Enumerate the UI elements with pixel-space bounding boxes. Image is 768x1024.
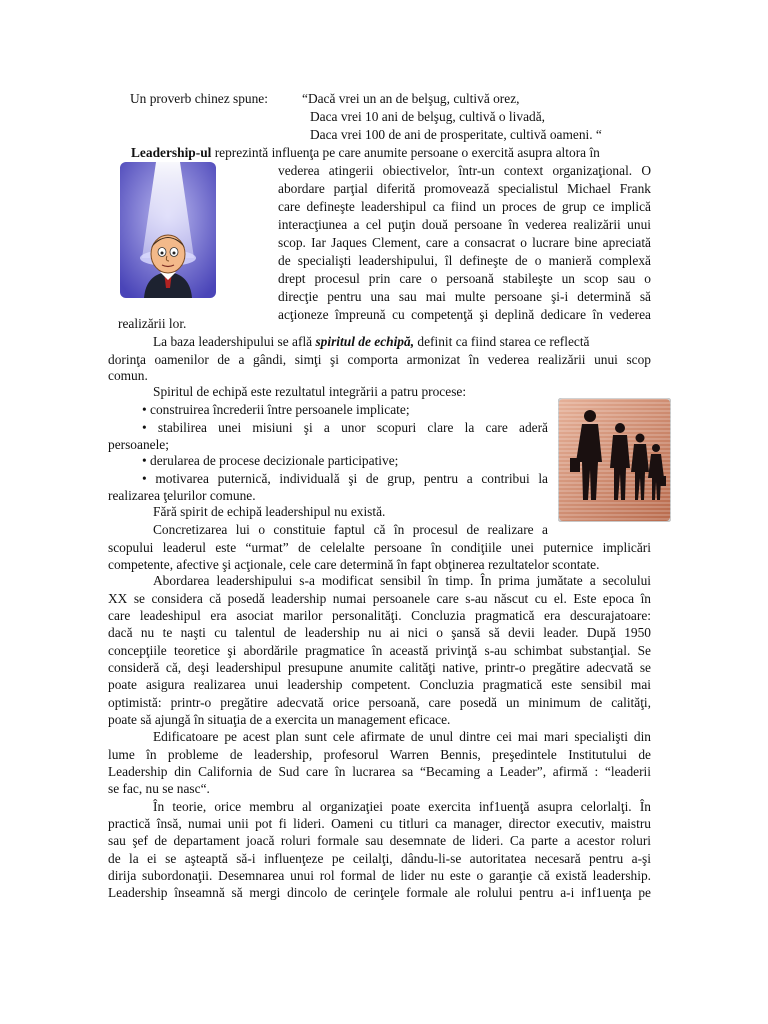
paragraph-1-line-9: direcţie pentru una sau mai multe persoane şi-i determină să — [278, 289, 651, 304]
paragraph-1-line-5: interacţiunea a cel puţin două persoane în vederea realizării unui — [278, 217, 651, 232]
business-team-silhouettes — [558, 398, 671, 522]
paragraph-1-line-8: drept procesul prin care o persoană stabileşte un scop sau o — [278, 271, 651, 286]
no-team-no-leadership: Fără spirit de echipă leadershipul nu există. — [153, 504, 386, 519]
bullet-4-line-2: realizarea ţelurilor comune. — [108, 488, 256, 503]
bullet-1: • construirea încrederii între persoanele implicate; — [142, 402, 410, 417]
paragraph-1-line-3: abordare parţial diferită promovează specialistul Michael Frank — [278, 181, 651, 196]
paragraph-1-line-10: acţioneze împreună cu competenţă şi deplină dedicare în vederea — [278, 307, 651, 322]
paragraph-4-line-3: competente, afective şi acţionale, cele care determină în fapt obţinerea rezultatelor scontate. — [108, 557, 600, 572]
paragraph-1-line-11: realizării lor. — [118, 316, 187, 331]
leadership-term: Leadership-ul — [131, 145, 212, 160]
team-spirit-term: spiritul de echipă, — [315, 334, 415, 349]
paragraph-2-line-3: comun. — [108, 368, 148, 383]
paragraph-7-line-1: În teorie, orice membru al organizaţiei poate exercita inf1uenţă asupra celorlalţi. În — [153, 799, 651, 814]
bullet-2-line-1: • stabilirea unei misiuni şi a unor scopuri clare la care aderă — [142, 420, 548, 435]
paragraph-2-line-1: La baza leadershipului se află spiritul de echipă, definit ca fiind starea ce reflectă — [153, 334, 590, 349]
paragraph-5-line-5: concepţiile teoretice şi abordările pragmatice în această privinţă s-au schimbat substanţial. Se — [108, 643, 651, 658]
proverb-intro: Un proverb chinez spune: — [130, 91, 268, 106]
paragraph-6-line-1: Edificatoare pe acest plan sunt cele afirmate de unul dintre cei mai mari specialişti din — [153, 729, 651, 744]
paragraph-5-line-2: XX se considera că posedă leadership numai persoanele care s-au născut cu el. Este epoca în — [108, 591, 651, 606]
paragraph-5-line-9: poate să ajungă în situaţia de a exercita un management eficace. — [108, 712, 451, 727]
proverb-line-3: Daca vrei 100 de ani de prosperitate, cultivă oameni. “ — [310, 127, 602, 142]
paragraph-4-line-1: Concretizarea lui o constituie faptul că în procesul de realizare a — [153, 522, 548, 537]
proverb-line-1: “Dacă vrei un an de belşug, cultivă orez, — [302, 91, 520, 106]
paragraph-7-line-2: practică însă, numai unii pot fi lideri. Oameni cu titluri ca manager, director executiv, maistru — [108, 816, 651, 831]
paragraph-6-line-2: lume în probleme de leadership, profesorul Warren Bennis, preşedintele Institutului de — [108, 747, 651, 762]
paragraph-7-line-3: sau şef de departament joacă roluri formale sau desemnate de lideri. Ca parte a acestor roluri — [108, 833, 651, 848]
spotlight-man-illustration — [120, 162, 216, 298]
paragraph-6-line-4: se fac, nu se nasc“. — [108, 781, 210, 796]
paragraph-1-line-1: Leadership-ul reprezintă influenţa pe care anumite persoane o exercită asupra altora în — [131, 145, 600, 160]
paragraph-1-line-7: de specialişti leadershipului, îl defineşte de o manieră complexă — [278, 253, 651, 268]
paragraph-5-line-4: dacă nu te naşti cu talentul de leadership nu ai nici o şansă să devii leader. După 1950 — [108, 625, 651, 640]
paragraph-7-line-4: de la ei se aşteaptă să-i influenţeze pe ceilalţi, dându-li-se autoritatea necesară pentru a-şi — [108, 851, 651, 866]
paragraph-5-line-1: Abordarea leadershipului s-a modificat sensibil în timp. În prima jumătate a secolului — [153, 573, 651, 588]
proverb-line-2: Daca vrei 10 ani de belşug, cultivă o livadă, — [310, 109, 545, 124]
paragraph-1-line-2: vederea atingerii obiectivelor, într-un context organizaţional. O — [278, 163, 651, 178]
bullet-3: • derularea de procese decizionale participative; — [142, 453, 399, 468]
paragraph-6-line-3: Leadership din California de Sud care în lucrarea sa “Becaming a Leader”, afirmă : “leaderii — [108, 764, 651, 779]
paragraph-5-line-7: poate asigura realizarea unui leadership competent. Concluzia pragmatică este sensibil mai — [108, 677, 651, 692]
bullet-2-line-2: persoanele; — [108, 437, 169, 452]
paragraph-1-line-6: scop. Iar Jaques Clement, care a consacrat o lucrare bine apreciată — [278, 235, 651, 250]
paragraph-3-intro: Spiritul de echipă este rezultatul integrării a patru procese: — [153, 384, 467, 399]
paragraph-4-line-2: scopului leaderul este “urmat” de celelalte persoane în condiţiile unei puternice implicări — [108, 540, 651, 555]
paragraph-2-line-2: dorinţa oamenilor de a gândi, simţi şi comporta armonizat în vederea realizării unui scop — [108, 352, 651, 367]
paragraph-7-line-6: Leadership înseamnă să mergi dincolo de cerinţele formale ale rolului pentru a-i inf1uenţa pe — [108, 885, 651, 900]
paragraph-5-line-8: optimistă: printr-o pregătire adecvată orice persoană, care posedă un minimum de calităţi, — [108, 695, 651, 710]
paragraph-1-line-4: care defineşte leadershipul ca fiind un proces de grup ce implică — [278, 199, 651, 214]
paragraph-7-line-5: dirija subordonaţii. Desemnarea unui rol formal de lider nu este o garanţie că există leadership. — [108, 868, 651, 883]
bullet-4-line-1: • motivarea puternică, individuală şi de grup, pentru a contribui la — [142, 471, 548, 486]
paragraph-5-line-3: care leadeshipul era asociat marilor personalităţi. Concluzia pragmatică era descurajatoare: — [108, 608, 651, 623]
paragraph-5-line-6: consideră că, deşi leadershipul presupune anumite calităţi native, printr-o pregătire adecvată se — [108, 660, 651, 675]
